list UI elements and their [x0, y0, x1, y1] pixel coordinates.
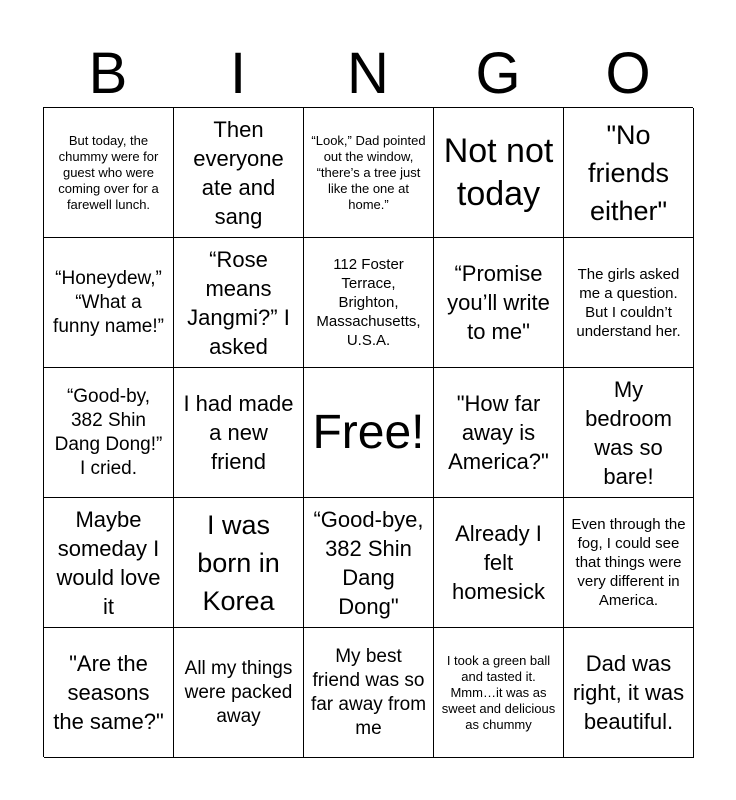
bingo-cell[interactable] [174, 628, 304, 758]
bingo-cell[interactable] [434, 238, 564, 368]
bingo-cell[interactable] [564, 368, 694, 498]
header-letter-n: N [347, 41, 389, 106]
bingo-cell[interactable] [44, 238, 174, 368]
cell-text: “Honeydew,” “What a funny name!” [53, 267, 164, 337]
cell-text: My best friend was so far away from me [310, 645, 427, 739]
cell-text: “Rose means Jangmi?” I asked [187, 246, 290, 359]
bingo-cell[interactable] [174, 498, 304, 628]
bingo-cell[interactable] [174, 108, 304, 238]
cell-text: But today, the chummy were for guest who were coming over for a farewell lunch. [58, 132, 159, 212]
bingo-cell[interactable] [434, 108, 564, 238]
cell-text: Even through the fog, I could see that things were very different in America. [571, 516, 686, 609]
cell-text: "No friends either" [587, 119, 670, 226]
header-letter-g: G [475, 41, 521, 106]
bingo-cell[interactable] [304, 238, 434, 368]
cell-text: My bedroom was so bare! [585, 376, 672, 489]
bingo-header [43, 40, 693, 108]
header-letter-i: I [229, 41, 247, 106]
bingo-cell[interactable] [564, 498, 694, 628]
header-letter-o: O [605, 41, 651, 106]
cell-text: I took a green ball and tasted it. Mmm…it was as sweet and delicious as chummy [441, 652, 556, 732]
cell-text: 112 Foster Terrace, Brighton, Massachusetts, U.S.A. [316, 256, 421, 349]
cell-text: Not not today [443, 131, 554, 213]
bingo-cell[interactable] [564, 108, 694, 238]
free-space-cell[interactable] [304, 368, 434, 498]
cell-text: I was born in Korea [197, 509, 280, 616]
bingo-cell[interactable] [304, 498, 434, 628]
free-space-text: Free! [312, 405, 425, 459]
cell-text: “Promise you’ll write to me" [447, 261, 550, 344]
bingo-board [43, 107, 693, 757]
bingo-cell[interactable] [434, 628, 564, 758]
cell-text: The girls asked me a question. But I couldn’t understand her. [576, 265, 681, 340]
bingo-cell[interactable] [174, 368, 304, 498]
bingo-cell[interactable] [434, 368, 564, 498]
cell-text: All my things were packed away [184, 657, 293, 727]
cell-text: “Look,” Dad pointed out the window, “there’s a tree just like the one at home.” [311, 132, 426, 212]
bingo-cell[interactable] [564, 238, 694, 368]
cell-text: "How far away is America?" [448, 391, 549, 474]
bingo-cell[interactable] [44, 108, 174, 238]
bingo-cell[interactable] [304, 108, 434, 238]
header-letter-b: B [88, 41, 128, 106]
bingo-cell[interactable] [564, 628, 694, 758]
cell-text: Maybe someday I would love it [56, 506, 161, 619]
bingo-cell[interactable] [434, 498, 564, 628]
bingo-cell[interactable] [44, 628, 174, 758]
bingo-cell[interactable] [304, 628, 434, 758]
bingo-cell[interactable] [44, 368, 174, 498]
bingo-cell[interactable] [44, 498, 174, 628]
cell-text: “Good-bye, 382 Shin Dang Dong" [313, 506, 424, 619]
cell-text: I had made a new friend [183, 391, 294, 474]
cell-text: Already I felt homesick [452, 521, 545, 604]
bingo-cell[interactable] [174, 238, 304, 368]
cell-text: Then everyone ate and sang [193, 116, 284, 229]
cell-text: “Good-by, 382 Shin Dang Dong!” I cried. [54, 385, 163, 479]
cell-text: Dad was right, it was beautiful. [572, 651, 685, 734]
cell-text: "Are the seasons the same?" [53, 651, 164, 734]
